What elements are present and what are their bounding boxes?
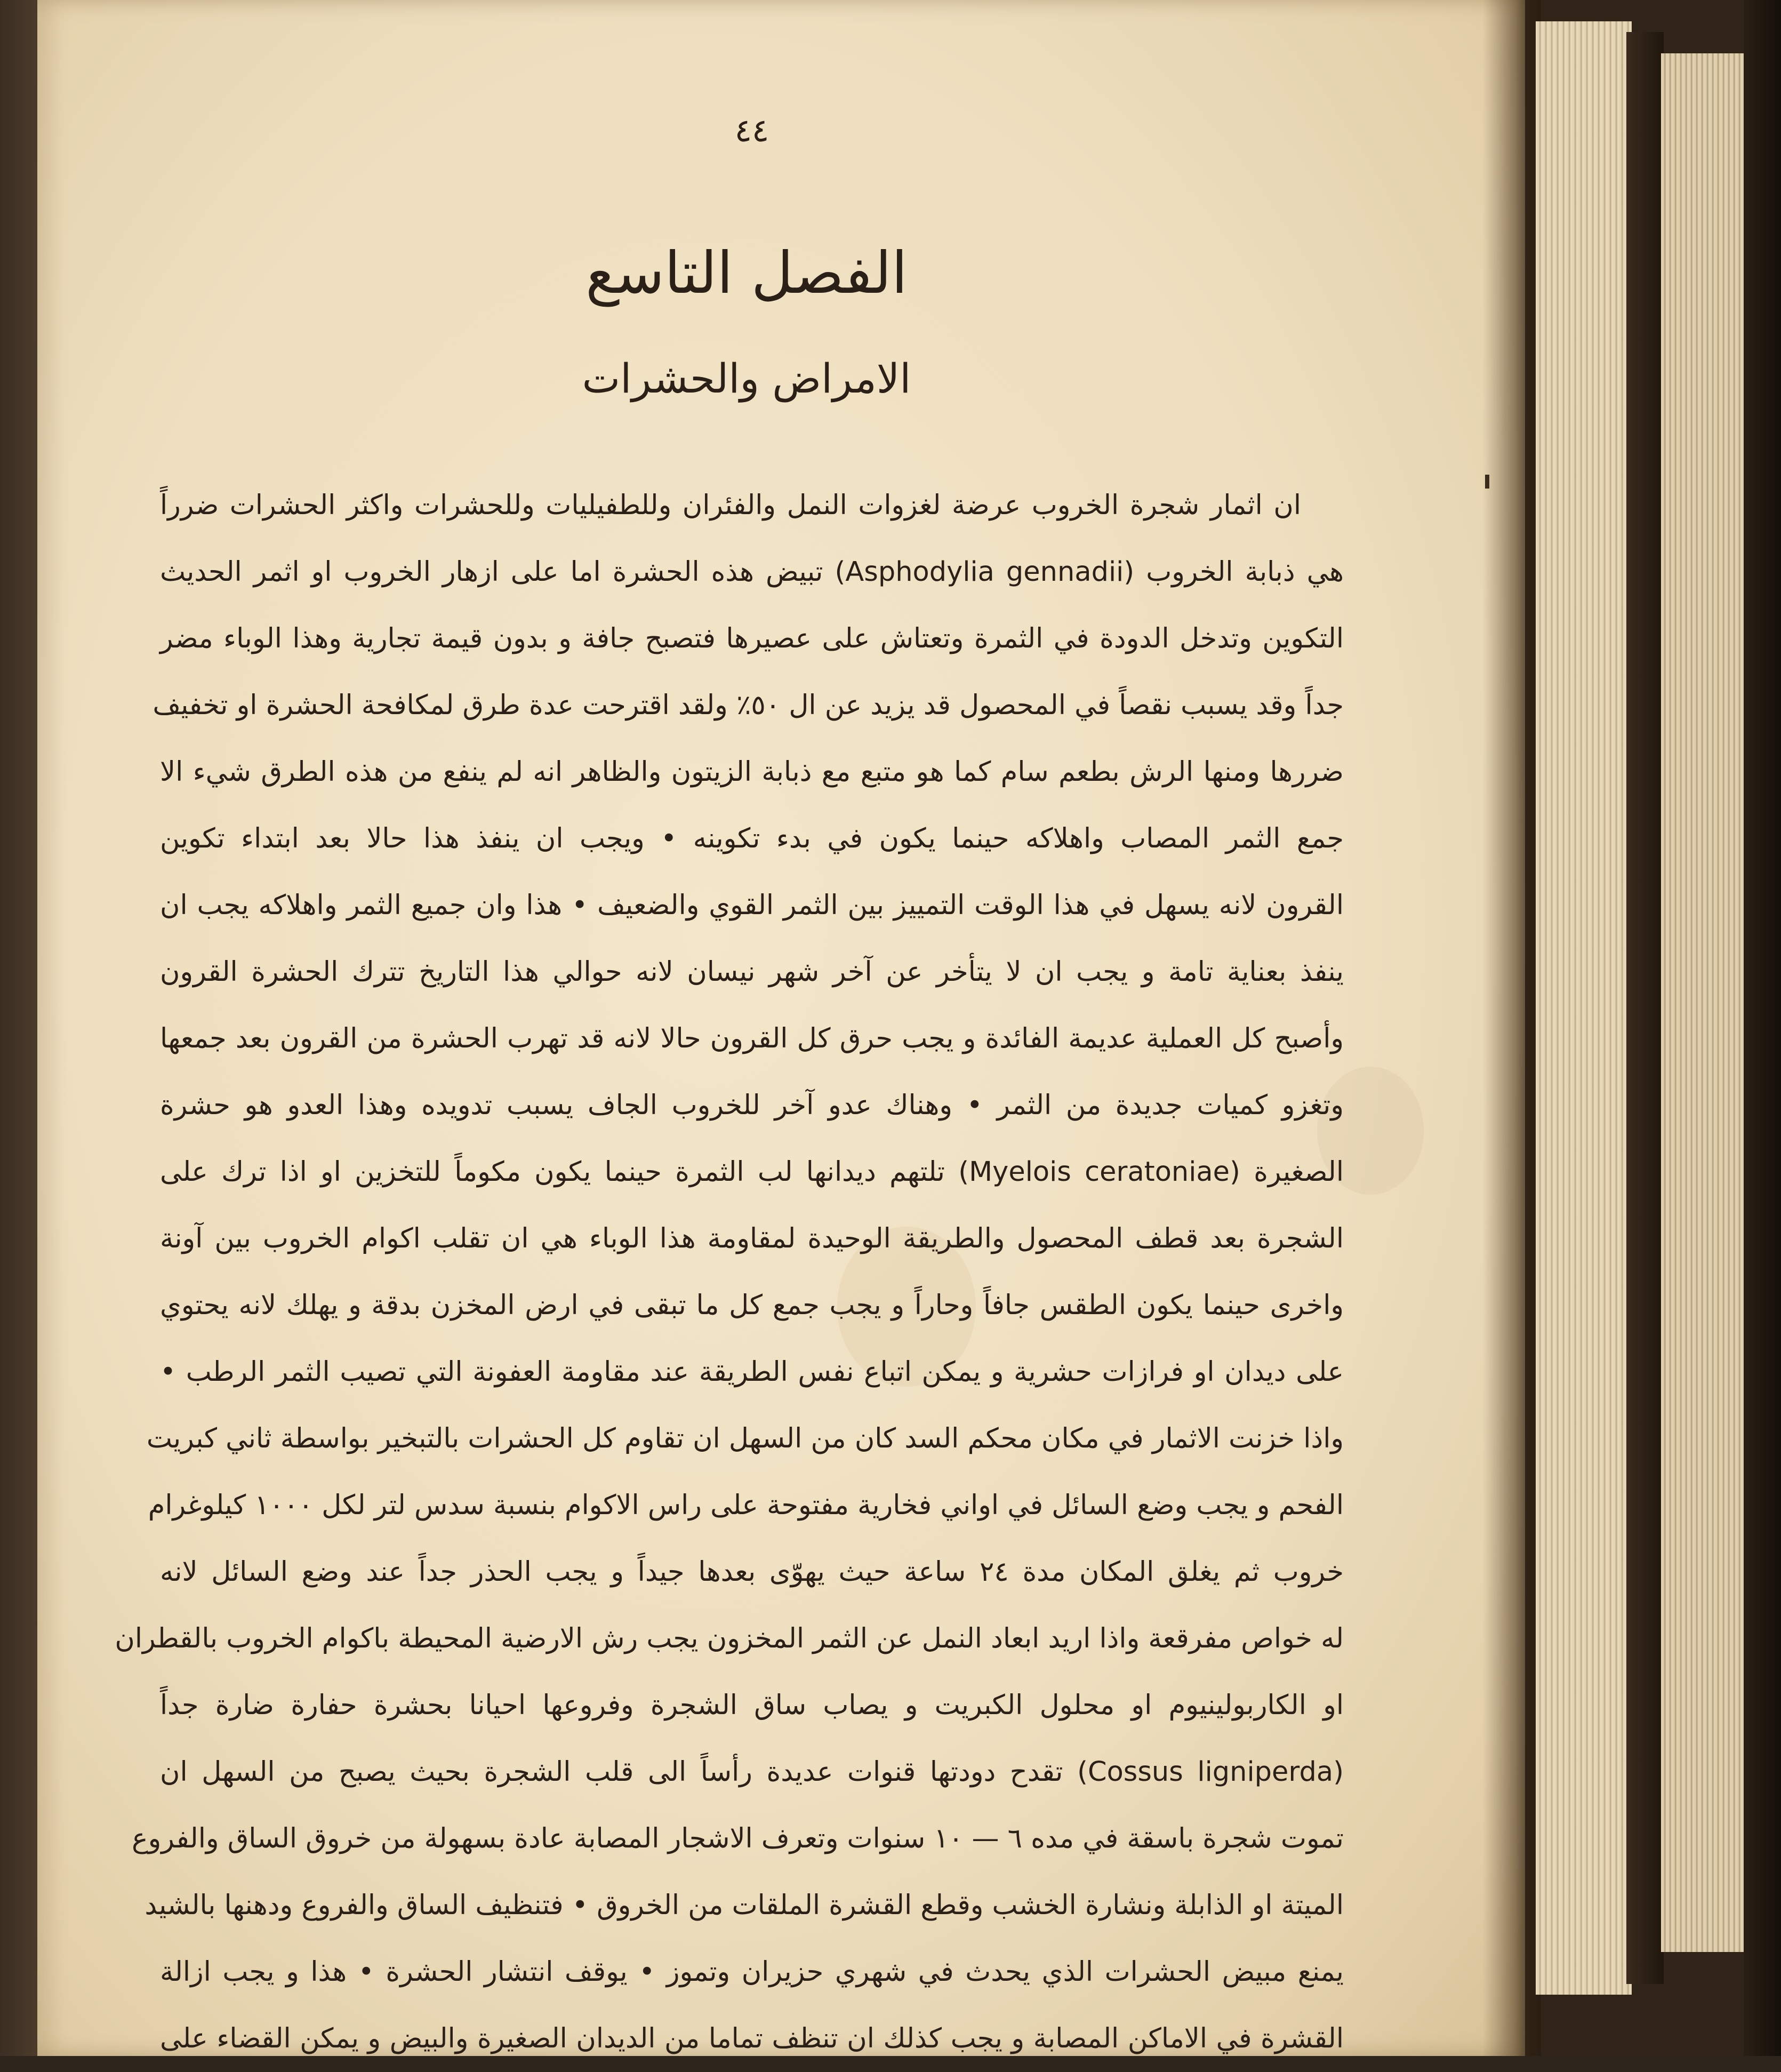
- page-edges: [1536, 21, 1632, 1995]
- text-line: الفحم و يجب وضع السائل في اواني فخارية مفتوحة على راس الاكوام بنسبة سدس لتر لكل ١٠٠٠ كيلوغرام: [148, 1490, 1344, 1521]
- text-line: الميتة او الذابلة ونشارة الخشب وقطع القشرة الملقات من الخروق • فتنظيف الساق والفروع ودهنها بالشيد: [145, 1890, 1344, 1921]
- chapter-title: الفصل التاسع: [585, 240, 908, 307]
- text-line: الشجرة بعد قطف المحصول والطريقة الوحيدة لمقاومة هذا الوباء هي ان تقلب اكوام الخروب بين آونة: [160, 1223, 1344, 1254]
- text-line: الصغيرة (Myelois ceratoniae) تلتهم ديدانها لب الثمرة حينما يكون مكوماً للتخزين او اذا ترك على: [160, 1156, 1344, 1188]
- text-line: (Cossus ligniperda) تقدح دودتها قنوات عديدة رأساً الى قلب الشجرة بحيث يصبح من السهل ان: [160, 1756, 1344, 1788]
- text-line: هي ذبابة الخروب (Asphodylia gennadii) تبيض هذه الحشرة اما على ازهار الخروب او اثمر الحديث: [160, 556, 1344, 588]
- text-line: جمع الثمر المصاب واهلاكه حينما يكون في بدء تكوينه • ويجب ان ينفذ هذا حالا بعد ابتداء تكوين: [160, 823, 1344, 854]
- text-line: وتغزو كميات جديدة من الثمر • وهناك عدو آخر للخروب الجاف يسبب تدويده وهذا العدو هو حشرة: [160, 1090, 1344, 1121]
- text-line: القشرة في الاماكن المصابة و يجب كذلك ان تنظف تماما من الديدان الصغيرة والبيض و يمكن القضاء على: [160, 2023, 1344, 2054]
- text-line: واخرى حينما يكون الطقس جافاً وحاراً و يجب جمع كل ما تبقى في ارض المخزن بدقة و يهلك لانه يحتوي: [160, 1290, 1344, 1321]
- text-line: القرون لانه يسهل في هذا الوقت التمييز بين الثمر القوي والضعيف • هذا وان جميع الثمر واهلاكه يجب ان: [160, 890, 1344, 921]
- text-line: جداً وقد يسبب نقصاً في المحصول قد يزيد عن ال ٥٠٪ ولقد اقترحت عدة طرق لمكافحة الحشرة او تخفيف: [153, 690, 1344, 721]
- text-line: تموت شجرة باسقة في مده ٦ — ١٠ سنوات وتعرف الاشجار المصابة عادة بسهولة من خروق الساق والفروع: [132, 1823, 1344, 1854]
- chapter-subtitle: الامراض والحشرات: [582, 355, 911, 402]
- text-line: التكوين وتدخل الدودة في الثمرة وتعتاش على عصيرها فتصبح جافة و بدون قيمة تجارية وهذا الوباء مضر: [160, 623, 1344, 654]
- text-line: يمنع مبيض الحشرات الذي يحدث في شهري حزيران وتموز • يوقف انتشار الحشرة • هذا و يجب ازالة: [160, 1956, 1344, 1988]
- page-gutter-shadow: [1482, 0, 1541, 2056]
- text-line: او الكاربولينيوم او محلول الكبريت و يصاب ساق الشجرة وفروعها احيانا بحشرة حفارة ضارة جداً: [160, 1690, 1344, 1721]
- body-text: [115, 472, 1344, 2072]
- text-line: ضررها ومنها الرش بطعم سام كما هو متبع مع ذبابة الزيتون والظاهر انه لم ينفع من هذه الطرق شيء الا: [160, 756, 1344, 788]
- text-line: ان اثمار شجرة الخروب عرضة لغزوات النمل والفئران وللطفيليات وللحشرات واكثر الحشرات ضرراً: [160, 490, 1301, 521]
- binding-shadow: [1626, 32, 1664, 1984]
- text-line: واذا خزنت الاثمار في مكان محكم السد كان من السهل ان تقاوم كل الحشرات بالتبخير بواسطة ثاني كبريت: [146, 1423, 1344, 1454]
- page-edges-back: [1661, 53, 1746, 1952]
- text-line: وأصبح كل العملية عديمة الفائدة و يجب حرق كل القرون حالا لانه قد تهرب الحشرة من القرون بعد جمعها: [160, 1023, 1344, 1054]
- text-line: على ديدان او فرازات حشرية و يمكن اتباع نفس الطريقة عند مقاومة العفونة التي تصيب الثمر الرطب •: [160, 1356, 1344, 1388]
- text-line: خروب ثم يغلق المكان مدة ٢٤ ساعة حيث يهوّى بعدها جيداً و يجب الحذر جداً عند وضع السائل لانه: [160, 1556, 1344, 1588]
- text-line: له خواص مفرقعة واذا اريد ابعاد النمل عن الثمر المخزون يجب رش الارضية المحيطة باكوام الخروب بالقطران: [115, 1623, 1344, 1654]
- text-line: ينفذ بعناية تامة و يجب ان لا يتأخر عن آخر شهر نيسان لانه حوالي هذا التاريخ تترك الحشرة القرون: [160, 956, 1344, 988]
- margin-mark: [1485, 475, 1489, 489]
- page-number: ٤٤: [734, 112, 769, 149]
- book-cover-edge: [1744, 0, 1781, 2056]
